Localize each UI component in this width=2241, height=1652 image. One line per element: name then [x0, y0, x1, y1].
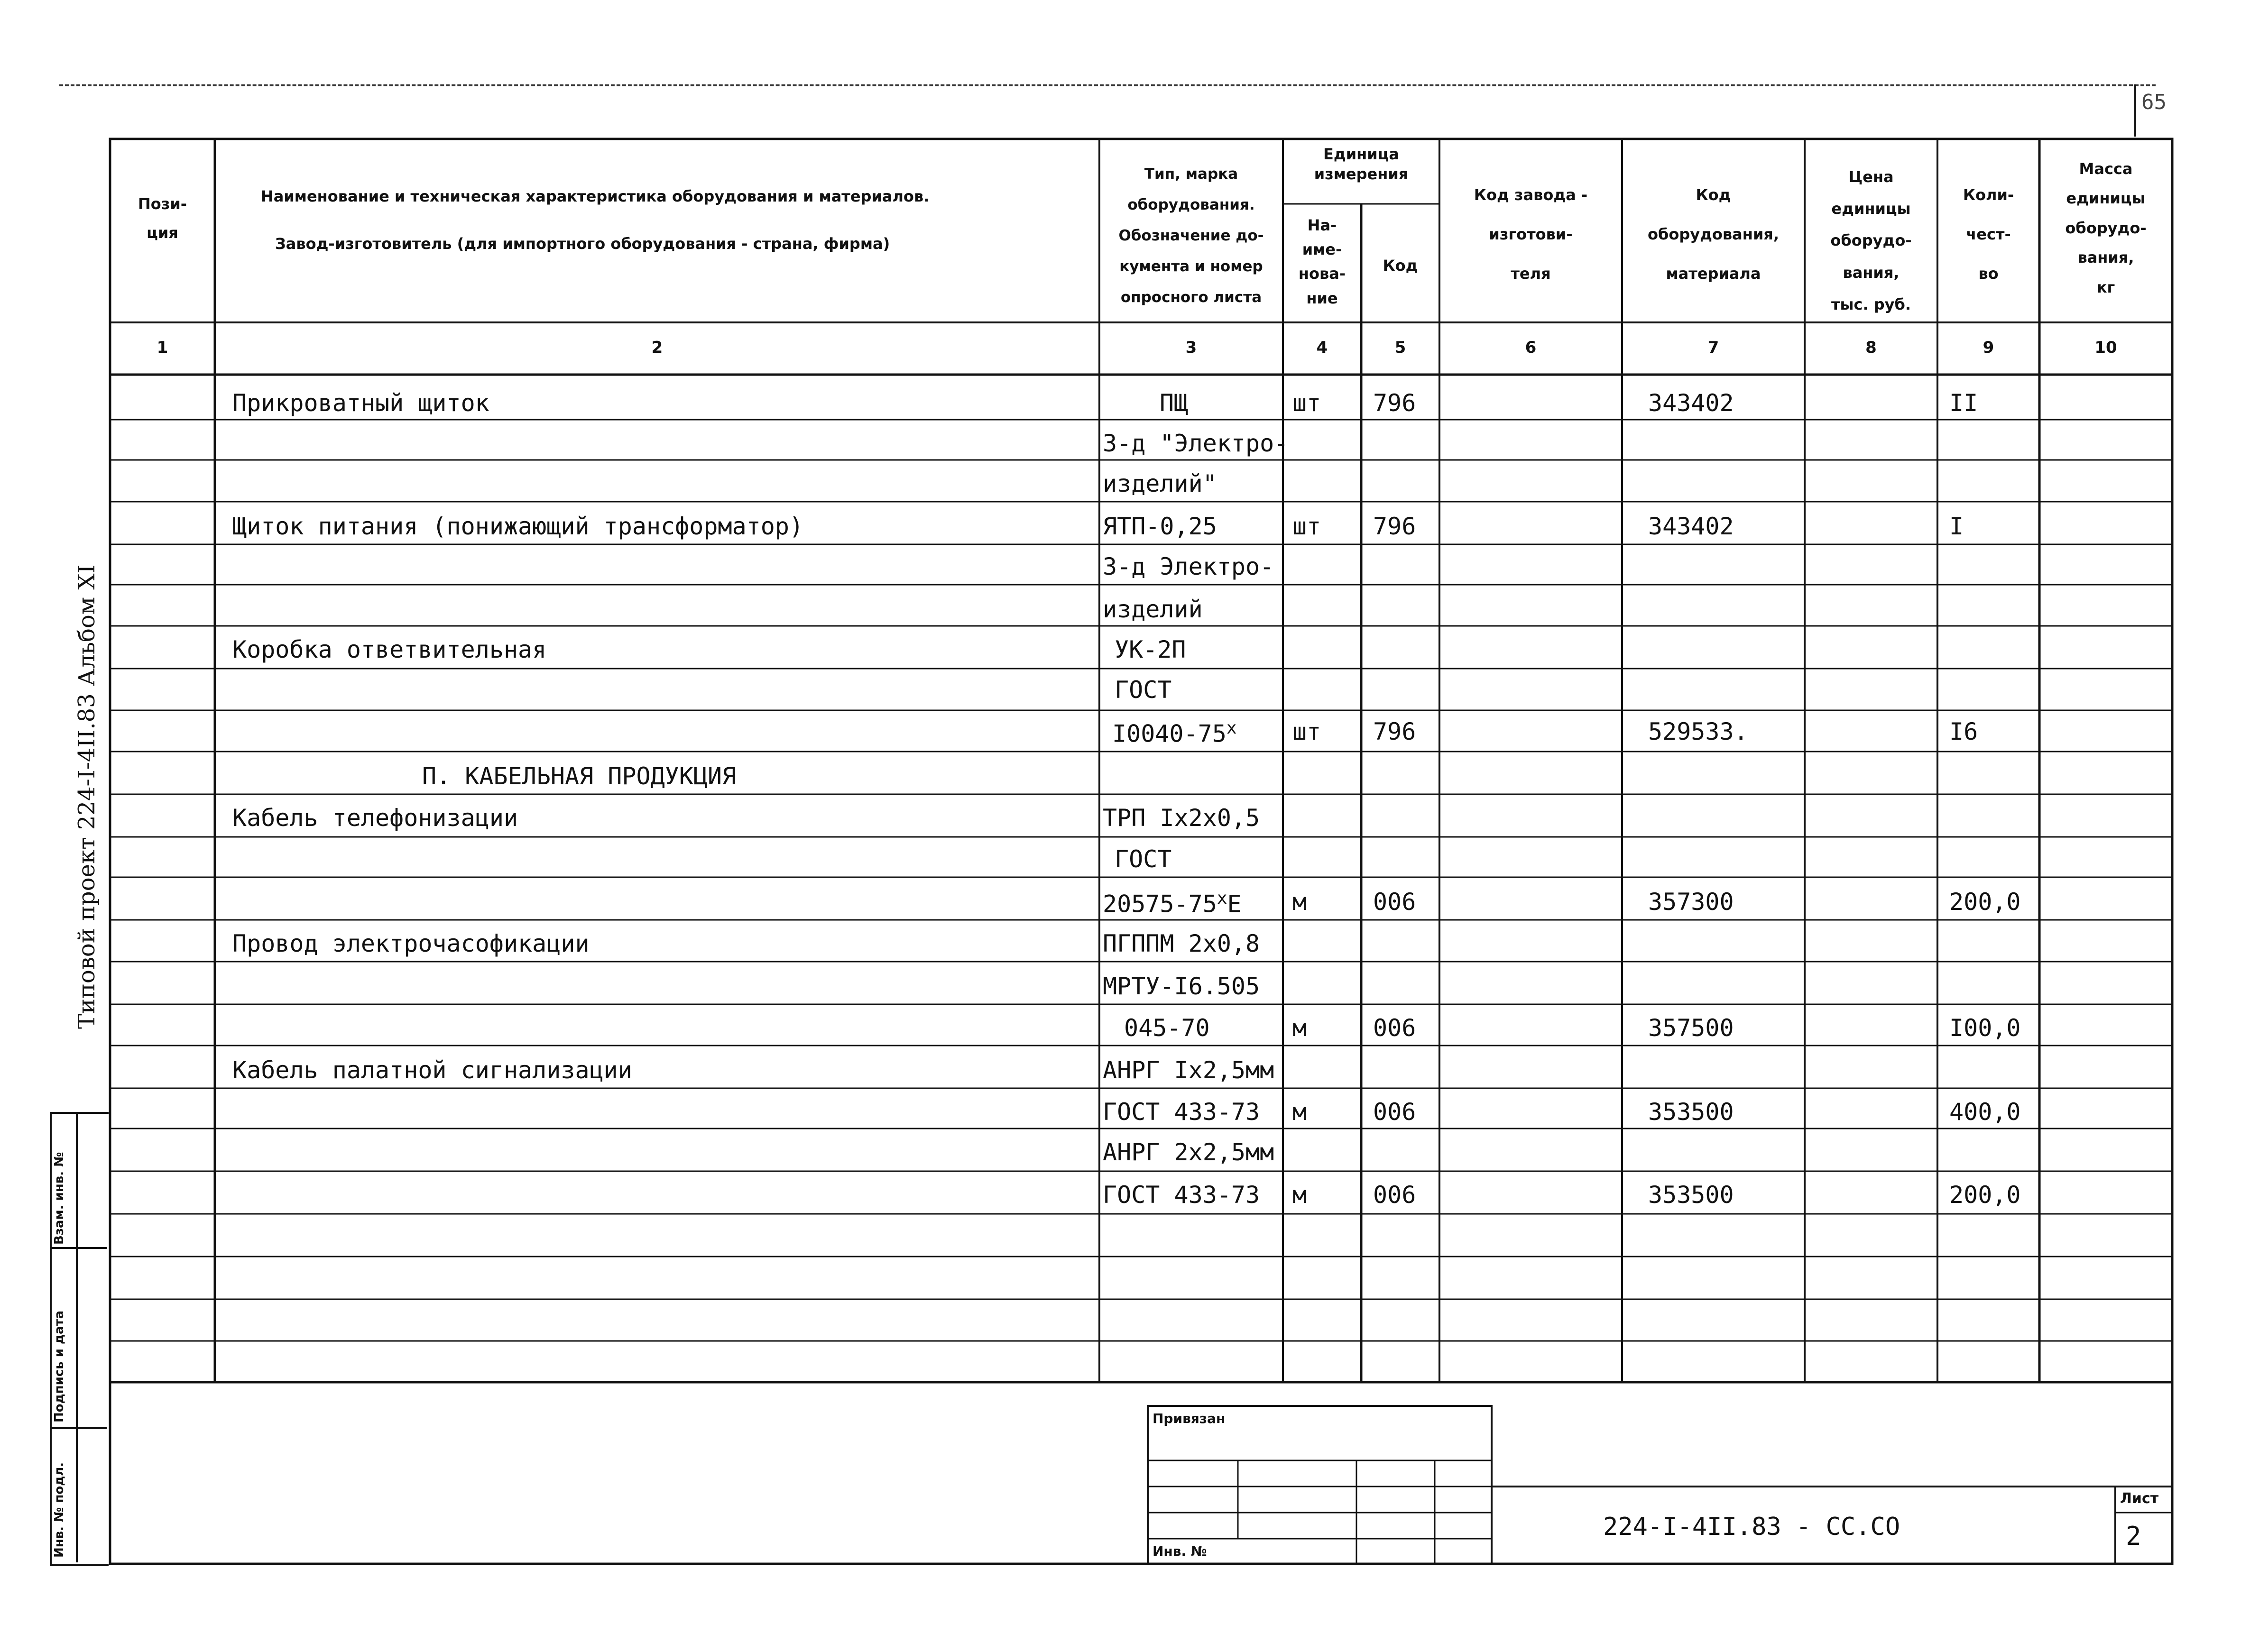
header-unit-name: На- име- нова- ние [1298, 216, 1346, 307]
row-unit [1292, 391, 1321, 415]
row-type [1103, 597, 1203, 621]
page-number: 65 [2141, 90, 2167, 114]
row-code-text: 006 [1373, 1181, 1416, 1209]
row-type [1115, 638, 1186, 661]
header-name-1: Наименование и техническая характеристика оборудования и материалов. [261, 187, 930, 205]
row-type-text: ЯТП-0,25 [1103, 513, 1217, 540]
row-mat-text: 343402 [1648, 389, 1734, 417]
row-type-text: УК-2П [1115, 636, 1186, 663]
header-type: Тип, марка оборудования. Обозначение до- кумента и номер опросного листа [1118, 165, 1264, 306]
row-code-text: 006 [1373, 1014, 1416, 1042]
row-unit [1292, 720, 1321, 743]
row-type-text: 045-70 [1124, 1014, 1210, 1042]
row-type [1160, 391, 1188, 415]
row-type-tail: Е [1227, 890, 1242, 918]
row-type [1103, 890, 1242, 916]
row-name [232, 806, 518, 830]
col-num-8: 8 [1865, 338, 1877, 357]
row-qty-text: 200,0 [1949, 1181, 2021, 1209]
row-mat [1648, 391, 1734, 415]
row-code-text: 796 [1373, 513, 1416, 540]
row-qty-text: I [1949, 513, 1964, 540]
row-type-text: МРТУ-I6.505 [1103, 973, 1260, 1000]
row-type [1103, 932, 1260, 955]
row-unit-text: м [1292, 888, 1307, 916]
header-mass: Масса единицы оборудо- вания, кг [2065, 160, 2147, 296]
row-type-text: АНРГ Iх2,5мм [1103, 1056, 1274, 1084]
row-mat [1648, 1183, 1734, 1207]
stamp-privyazan: Привязан [1153, 1411, 1226, 1426]
row-code [1373, 1016, 1416, 1040]
row-unit [1292, 1016, 1307, 1040]
row-unit [1292, 1100, 1307, 1124]
row-type-text: З-д Электро- [1103, 553, 1274, 580]
header-qty: Коли- чест- во [1963, 186, 2014, 283]
row-type [1112, 720, 1237, 746]
row-code [1373, 514, 1416, 538]
row-type [1103, 1183, 1260, 1207]
row-name-text: Коробка ответвительная [232, 636, 547, 663]
col-num-7: 7 [1707, 338, 1719, 357]
row-unit-text: шт [1292, 718, 1321, 745]
row-qty [1949, 1016, 2021, 1040]
header-unit-group: Единица измерения [1314, 145, 1409, 183]
row-code-text: 006 [1373, 1098, 1416, 1126]
row-name-text: Провод электрочасофикации [232, 930, 590, 957]
row-mat-text: 353500 [1648, 1098, 1734, 1126]
row-type-text: ГОСТ [1115, 845, 1172, 873]
row-code-text: 796 [1373, 718, 1416, 745]
row-name [232, 932, 590, 955]
header-factory-code: Код завода - изготови- теля [1474, 186, 1588, 283]
document-code: 224-I-4II.83 - СС.СО [1603, 1513, 1900, 1541]
row-type [1103, 555, 1274, 578]
row-type [1103, 514, 1217, 538]
row-type [1103, 806, 1260, 830]
row-type-text: изделий [1103, 596, 1203, 623]
row-unit [1292, 514, 1321, 538]
row-mat-text: 357300 [1648, 888, 1734, 916]
header-unit-code: Код [1383, 257, 1418, 275]
col-num-3: 3 [1185, 338, 1197, 357]
row-type-text: изделий" [1103, 470, 1217, 497]
row-code [1373, 391, 1416, 415]
row-type-text: I0040-75 [1112, 720, 1227, 748]
row-code [1373, 720, 1416, 743]
row-qty [1949, 391, 1978, 415]
row-type-text: ТРП Iх2х0,5 [1103, 804, 1260, 832]
row-type [1115, 678, 1171, 702]
col-num-4: 4 [1316, 338, 1328, 357]
row-name [232, 391, 489, 415]
row-mat [1648, 1100, 1734, 1124]
row-type [1103, 431, 1288, 455]
row-type [1124, 1016, 1210, 1040]
row-mat-text: 529533. [1648, 718, 1748, 745]
row-name-text: Прикроватный щиток [232, 389, 489, 417]
row-name [232, 514, 803, 538]
row-code-text: 796 [1373, 389, 1416, 417]
row-unit-text: шт [1292, 389, 1321, 417]
row-mat [1648, 1016, 1734, 1040]
row-type [1103, 1140, 1274, 1164]
row-type-text: ГОСТ 433-73 [1103, 1181, 1260, 1209]
header-position: Пози- ция [138, 195, 187, 242]
row-type-text: З-д "Электро- [1103, 430, 1289, 457]
row-type [1103, 974, 1260, 998]
list-number: 2 [2126, 1521, 2141, 1551]
section-title: П. КАБЕЛЬНАЯ ПРОДУКЦИЯ [422, 762, 737, 790]
row-mat [1648, 890, 1734, 914]
row-mat-text: 343402 [1648, 513, 1734, 540]
row-type [1115, 847, 1171, 871]
col-num-6: 6 [1525, 338, 1537, 357]
row-name [232, 1058, 632, 1082]
row-qty-text: I00,0 [1949, 1014, 2021, 1042]
row-code [1373, 1183, 1416, 1207]
row-type-sup: x [1226, 718, 1237, 738]
stamp-podpis: Подпись и дата [52, 1310, 66, 1423]
row-type [1103, 1058, 1274, 1082]
row-type-text: ПЩ [1160, 389, 1189, 417]
row-qty [1949, 514, 1964, 538]
row-mat-text: 353500 [1648, 1181, 1734, 1209]
row-type-text: ГОСТ 433-73 [1103, 1098, 1260, 1126]
stamp-inv-number: Инв. № [1153, 1543, 1207, 1559]
row-name-text: Щиток питания (понижающий трансформатор) [232, 513, 804, 540]
row-unit-text: м [1292, 1098, 1307, 1126]
row-mat-text: 357500 [1648, 1014, 1734, 1042]
col-num-5: 5 [1394, 338, 1406, 357]
header-name-2: Завод-изготовитель (для импортного оборудования - страна, фирма) [275, 235, 890, 253]
row-unit [1292, 1183, 1307, 1207]
row-type-text: АНРГ 2х2,5мм [1103, 1138, 1274, 1166]
row-type-sup: x [1217, 889, 1227, 908]
row-name-text: Кабель палатной сигнализации [232, 1056, 632, 1084]
row-unit-text: шт [1292, 513, 1321, 540]
row-code [1373, 1100, 1416, 1124]
row-type [1103, 472, 1217, 496]
row-type-text: ПГППМ 2х0,8 [1103, 930, 1260, 957]
row-qty-text: I6 [1949, 718, 1978, 745]
row-qty-text: 200,0 [1949, 888, 2021, 916]
col-num-2: 2 [651, 338, 663, 357]
list-label: Лист [2120, 1490, 2159, 1507]
row-name-text: Кабель телефонизации [232, 804, 518, 832]
row-unit [1292, 890, 1307, 914]
col-num-9: 9 [1983, 338, 1994, 357]
row-unit-text: м [1292, 1181, 1307, 1209]
row-mat [1648, 720, 1748, 743]
header-material-code: Код оборудования, материала [1648, 186, 1779, 283]
col-num-1: 1 [157, 338, 168, 357]
row-type-text: ГОСТ [1115, 676, 1172, 704]
row-qty-text: 400,0 [1949, 1098, 2021, 1126]
row-qty [1949, 1183, 2021, 1207]
row-type [1103, 1100, 1260, 1124]
row-mat [1648, 514, 1734, 538]
row-name [232, 638, 546, 661]
side-title: Типовой проект 224-I-4II.83 Альбом ХI [74, 564, 100, 1029]
row-qty [1949, 720, 1978, 743]
row-qty [1949, 1100, 2021, 1124]
row-code [1373, 890, 1416, 914]
row-unit-text: м [1292, 1014, 1307, 1042]
row-code-text: 006 [1373, 888, 1416, 916]
row-qty [1949, 890, 2021, 914]
col-num-10: 10 [2094, 338, 2117, 357]
stamp-inv-podl: Инв. № подл. [52, 1462, 66, 1558]
header-price: Цена единицы оборудо- вания, тыс. руб. [1830, 168, 1912, 313]
row-type-text: 20575-75 [1103, 890, 1217, 918]
stamp-vzam: Взам. инв. № [52, 1152, 66, 1245]
row-qty-text: II [1949, 389, 1978, 417]
